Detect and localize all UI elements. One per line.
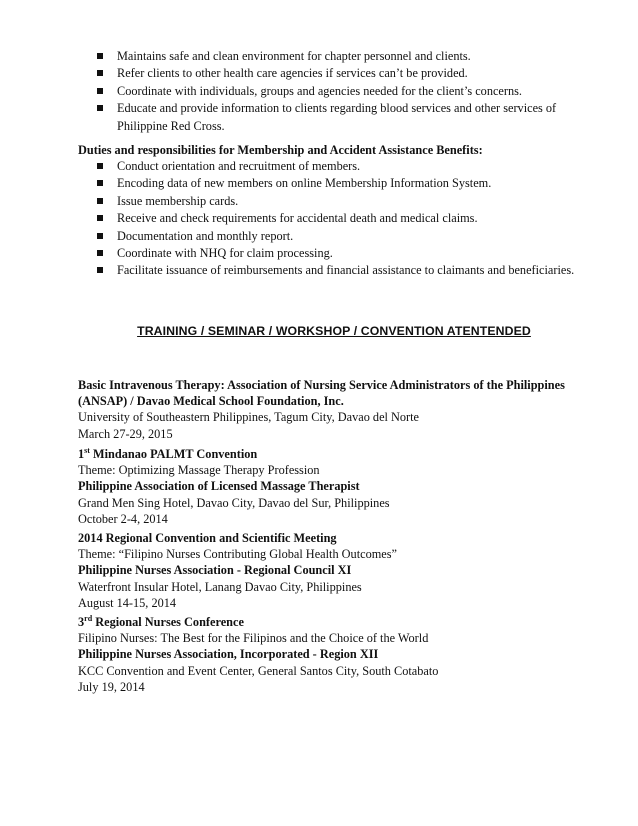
entry-title: Basic Intravenous Therapy: Association of Nursing Service Administrators of the Philippines bbox=[78, 378, 565, 392]
list-item: Facilitate issuance of reimbursements and financial assistance to claimants and beneficiaries. bbox=[78, 262, 598, 279]
list-item: Refer clients to other health care agencies if services can’t be provided. bbox=[78, 65, 578, 82]
entry-date: March 27-29, 2015 bbox=[78, 426, 173, 441]
training-section-title: TRAINING / SEMINAR / WORKSHOP / CONVENTION ATENTENDED bbox=[137, 324, 531, 338]
square-bullet-icon bbox=[97, 233, 103, 239]
entry-title: 2014 Regional Convention and Scientific Meeting bbox=[78, 531, 337, 545]
training-entry bbox=[78, 530, 598, 611]
entry-venue: Waterfront Insular Hotel, Lanang Davao City, Philippines bbox=[78, 579, 362, 594]
square-bullet-icon bbox=[97, 267, 103, 273]
entry-venue: KCC Convention and Event Center, General Santos City, South Cotabato bbox=[78, 663, 439, 678]
duties-heading: Duties and responsibilities for Membership and Accident Assistance Benefits: bbox=[78, 143, 483, 157]
square-bullet-icon bbox=[97, 215, 103, 221]
square-bullet-icon bbox=[97, 198, 103, 204]
list-item-continuation: Philippine Red Cross. bbox=[117, 118, 225, 133]
entry-venue: Grand Men Sing Hotel, Davao City, Davao del Sur, Philippines bbox=[78, 495, 390, 510]
entry-organization: Philippine Nurses Association, Incorporated - Region XII bbox=[78, 647, 379, 662]
entry-venue: University of Southeastern Philippines, Tagum City, Davao del Norte bbox=[78, 410, 420, 425]
entry-organization: Philippine Nurses Association - Regional Council XI bbox=[78, 563, 352, 578]
list-item: Coordinate with NHQ for claim processing. bbox=[78, 245, 598, 262]
square-bullet-icon bbox=[97, 70, 103, 76]
entry-theme: Filipino Nurses: The Best for the Filipinos and the Choice of the World bbox=[78, 631, 429, 646]
list-item: Coordinate with individuals, groups and agencies needed for the client’s concerns. bbox=[78, 83, 578, 100]
list-item: Maintains safe and clean environment for chapter personnel and clients. bbox=[78, 48, 578, 65]
responsibilities-list bbox=[78, 48, 578, 135]
list-item: Documentation and monthly report. bbox=[78, 228, 598, 245]
entry-organization: (ANSAP) / Davao Medical School Foundation, Inc. bbox=[78, 394, 344, 409]
square-bullet-icon bbox=[97, 53, 103, 59]
list-item: Educate and provide information to clients regarding blood services and other services of bbox=[78, 100, 578, 117]
entry-date: August 14-15, 2014 bbox=[78, 595, 177, 610]
list-item: Receive and check requirements for accidental death and medical claims. bbox=[78, 210, 598, 227]
entry-organization: Philippine Association of Licensed Massage Therapist bbox=[78, 479, 360, 494]
entry-date: October 2-4, 2014 bbox=[78, 511, 168, 526]
square-bullet-icon bbox=[97, 88, 103, 94]
entry-date: July 19, 2014 bbox=[78, 679, 145, 694]
training-entry bbox=[78, 446, 598, 527]
entry-title: 3rd Regional Nurses Conference bbox=[78, 613, 244, 629]
square-bullet-icon bbox=[97, 163, 103, 169]
list-item: Encoding data of new members on online Membership Information System. bbox=[78, 175, 598, 192]
square-bullet-icon bbox=[97, 105, 103, 111]
square-bullet-icon bbox=[97, 180, 103, 186]
entry-theme: Theme: “Filipino Nurses Contributing Global Health Outcomes” bbox=[78, 547, 397, 562]
duties-list bbox=[78, 158, 598, 280]
entry-theme: Theme: Optimizing Massage Therapy Profession bbox=[78, 463, 320, 478]
entry-title: 1st Mindanao PALMT Convention bbox=[78, 445, 258, 461]
square-bullet-icon bbox=[97, 250, 103, 256]
list-item: Issue membership cards. bbox=[78, 193, 598, 210]
list-item: Conduct orientation and recruitment of members. bbox=[78, 158, 598, 175]
training-entry bbox=[78, 614, 598, 695]
training-entry bbox=[78, 377, 598, 442]
